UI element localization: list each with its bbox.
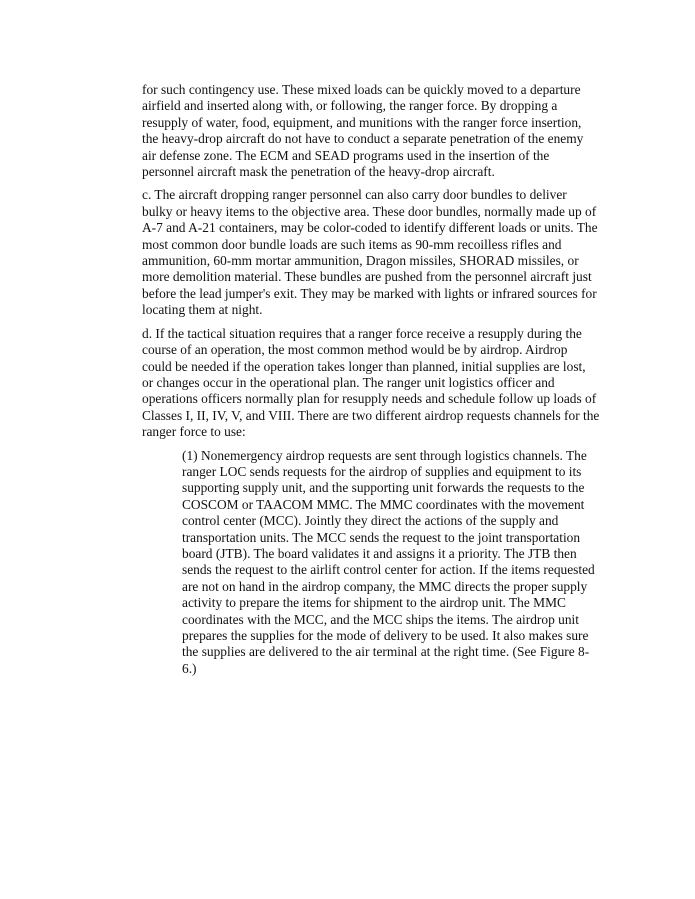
paragraph-contingency-loads: for such contingency use. These mixed loads can be quickly moved to a departure airfield and inserted along with, or following, the ranger force. By dropping a resupply of water, food, equipment, and munitions with the ranger force insertion, the heavy-drop aircraft do not have to conduct a separate penetration of the enemy air defense zone. The ECM and SEAD programs used in the insertion of the personnel aircraft mask the penetration of the heavy-drop aircraft. (142, 82, 584, 180)
paragraph-1-nonemergency-requests: (1) Nonemergency airdrop requests are sent through logistics channels. The ranger LOC sends requests for the airdrop of supplies and equipment to its supporting supply unit, and the supporting unit forwards the requests to the COSCOM or TAACOM MMC. The MMC coordinates with the movement control center (MCC). Jointly they direct the actions of the supply and transportation units. The MCC sends the request to the joint transportation board (JTB). The board validates it and assigns it a priority. The JTB then sends the request to the airlift control center for action. If the items requested are not on hand in the airdrop company, the MMC directs the proper supply activity to prepare the items for shipment to the airdrop unit. The MMC coordinates with the MCC, and the MCC ships the items. The airdrop unit prepares the supplies for the mode of delivery to be used. It also makes sure the supplies are delivered to the air terminal at the right time. (See Figure 8-6.) (182, 447, 595, 676)
paragraph-d-resupply: d. If the tactical situation requires that a ranger force receive a resupply during the course of an operation, the most common method would be by airdrop. Airdrop could be needed if the operation takes longer than planned, initial supplies are lost, or changes occur in the operational plan. The ranger unit logistics officer and operations officers normally plan for resupply needs and schedule follow up loads of Classes I, II, IV, V, and VIII. There are two different airdrop requests channels for the ranger force to use: (142, 325, 600, 440)
paragraph-c-door-bundles: c. The aircraft dropping ranger personnel can also carry door bundles to deliver bulky or heavy items to the objective area. These door bundles, normally made up of A-7 and A-21 containers, may be color-coded to identify different loads or units. The most common door bundle loads are such items as 90-mm recoilless rifles and ammunition, 60-mm mortar ammunition, Dragon missiles, SHORAD missiles, or more demolition material. These bundles are pushed from the personnel aircraft just before the lead jumper's exit. They may be marked with lights or infrared sources for locating them at night. (142, 187, 598, 318)
document-body (142, 82, 600, 684)
